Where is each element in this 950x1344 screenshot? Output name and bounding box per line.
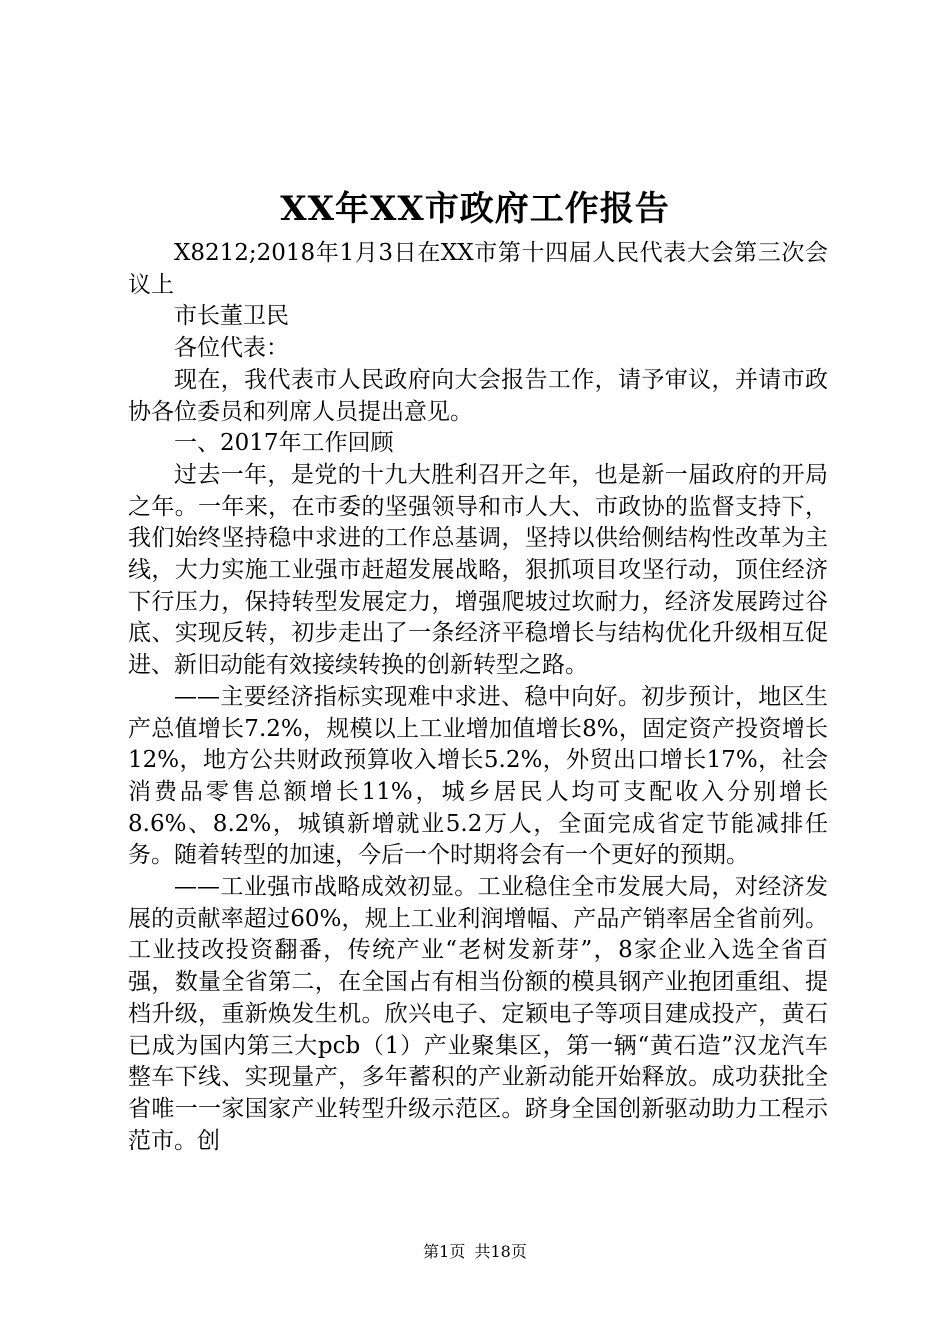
paragraph-industrial-strategy: ——工业强市战略成效初显。工业稳住全市发展大局，对经济发展的贡献率超过60%，规上工业利润增幅、产品产销率居全省前列。工业技改投资翻番，传统产业“老树发新芽”，8家企业入选全省百强，数量全省第二，在全国占有相当份额的模具钢产业抱团重组、提档升级，重新焕发生机。欣兴电子、定颖电子等项目建成投产，黄石已成为国内第三大pcb（1）产业聚集区，第一辆“黄石造”汉龙汽车整车下线、实现量产，多年蓄积的产业新动能开始释放。成功获批全省唯一一家国家产业转型升级示范区。跻身全国创新驱动助力工程示范市。创 (128, 874, 828, 1154)
document-title: XX年XX市政府工作报告 (280, 189, 670, 229)
page-footer (0, 1240, 950, 1264)
page-number: 第1页 (423, 1242, 466, 1261)
paragraph-intro: 现在，我代表市人民政府向大会报告工作，请予审议，并请市政协各位委员和列席人员提出意见。 (128, 366, 828, 425)
page-total: 共18页 (474, 1242, 527, 1261)
paragraph-meeting-info: X8212;2018年1月3日在XX市第十四届人民代表大会第三次会议上 (128, 240, 828, 298)
paragraph-year-overview: 过去一年，是党的十九大胜利召开之年，也是新一届政府的开局之年。一年来，在市委的坚强领导和市人大、市政协的监督支持下，我们始终坚持稳中求进的工作总基调，坚持以供给侧结构性改革为主线，大力实施工业强市赶超发展战略，狠抓项目攻坚行动，顶住经济下行压力，保持转型发展定力，增强爬坡过坎耐力，经济发展跨过谷底、实现反转，初步走出了一条经济平稳增长与结构优化升级相互促进、新旧动能有效接续转换的创新转型之路。 (128, 461, 828, 679)
paragraph-speaker: 市长董卫民 (174, 303, 289, 330)
document-body (128, 238, 828, 1157)
paragraph-economic-indicators: ——主要经济指标实现难中求进、稳中向好。初步预计，地区生产总值增长7.2%，规模以上工业增加值增长8%，固定资产投资增长12%，地方公共财政预算收入增长5.2%，外贸出口增长17%，社会消费品零售总额增长11%，城乡居民人均可支配收入分别增长8.6%、8.2%，城镇新增就业5.2万人，全面完成省定节能减排任务。随着转型的加速，今后一个时期将会有一个更好的预期。 (128, 683, 828, 869)
section-heading-review: 一、2017年工作回顾 (174, 430, 394, 457)
paragraph-salutation: 各位代表： (174, 335, 289, 362)
